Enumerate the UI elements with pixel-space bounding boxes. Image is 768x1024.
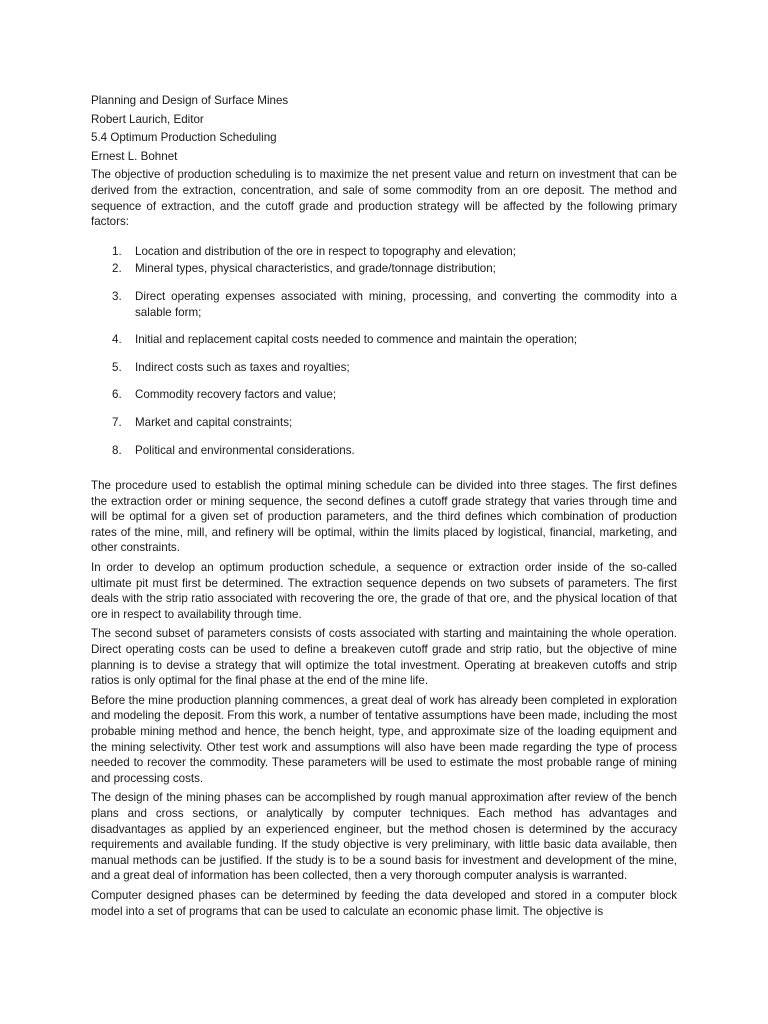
list-number: 7.: [112, 415, 122, 429]
document-page: [91, 93, 677, 923]
body-paragraph: The procedure used to establish the optimal mining schedule can be divided into three stages. The first defines the extraction order or mining sequence, the second defines a cutoff grade strategy that varies through time and will be optimal for a given set of production parameters, and the third defines which combination of production rates of the mine, mill, and refinery will be optimal, within the limits placed by logistical, financial, marketing, and other constraints.: [91, 479, 677, 555]
list-item-text: Market and capital constraints;: [135, 415, 293, 429]
list-item-text: Location and distribution of the ore in respect to topography and elevation;: [135, 244, 516, 258]
list-item: [91, 244, 677, 260]
section-heading: 5.4 Optimum Production Scheduling: [91, 131, 277, 145]
list-number: 6.: [112, 388, 122, 402]
list-number: 5.: [112, 360, 122, 374]
list-item-text: Mineral types, physical characteristics, and grade/tonnage distribution;: [135, 262, 496, 276]
list-item-text: Direct operating expenses associated with mining, processing, and converting the commodity into a salable form;: [135, 289, 677, 319]
list-item-text: Political and environmental considerations.: [135, 443, 355, 457]
list-item: [91, 360, 677, 376]
body-paragraph: The second subset of parameters consists of costs associated with starting and maintaining the whole operation. Direct operating costs can be used to define a breakeven cutoff grade and strip ratio, but the objective of mine planning is to devise a strategy that will optimize the total investment. Operating at breakeven cutoffs and strip ratios is only optimal for the final phase at the end of the mine life.: [91, 627, 677, 688]
list-number: 8.: [112, 443, 122, 457]
list-item: [91, 387, 677, 403]
body-paragraph: In order to develop an optimum production schedule, a sequence or extraction order inside of the so-called ultimate pit must first be determined. The extraction sequence depends on two subsets of parameters. The first deals with the strip ratio associated with recovering the ore, the grade of that ore, and the physical location of that ore in respect to availability through time.: [91, 561, 677, 621]
body-paragraph: The design of the mining phases can be accomplished by rough manual approximation after review of the bench plans and cross sections, or analytically by computer techniques. Each method has advantages and disadvantages as applied by an experienced engineer, but the method chosen is determined by the accuracy requirements and available funding. If the study objective is very preliminary, with little basic data available, then manual methods can be justified. If the study is to be a sound basis for investment and development of the mine, and a great deal of information has been collected, then a very thorough computer analysis is warranted.: [91, 791, 677, 883]
list-number: 2.: [112, 262, 122, 276]
list-item: [91, 415, 677, 431]
body-paragraph: Computer designed phases can be determined by feeding the data developed and stored in a computer block model into a set of programs that can be used to calculate an economic phase limit. The objective is: [91, 888, 677, 918]
author-line: Ernest L. Bohnet: [91, 149, 178, 163]
list-number: 4.: [112, 333, 122, 347]
factors-list: [91, 244, 677, 458]
book-title: Planning and Design of Surface Mines: [91, 94, 289, 107]
list-item: [91, 443, 677, 459]
editor-line: Robert Laurich, Editor: [91, 112, 204, 126]
list-number: 3.: [112, 289, 122, 303]
list-number: 1.: [112, 244, 122, 258]
list-item-text: Initial and replacement capital costs needed to commence and maintain the operation;: [135, 333, 578, 347]
list-item: [91, 332, 677, 348]
intro-paragraph: The objective of production scheduling is to maximize the net present value and return on investment that can be derived from the extraction, concentration, and sale of some commodity from an ore deposit. The method and sequence of extraction, and the cutoff grade and production strategy will be affected by the following primary factors:: [91, 168, 677, 229]
list-item-text: Indirect costs such as taxes and royalties;: [135, 360, 350, 374]
body-paragraph: Before the mine production planning commences, a great deal of work has already been completed in exploration and modeling the deposit. From this work, a number of tentative assumptions have been made, including the most probable mining method and hence, the bench height, type, and approximate size of the loading equipment and the mining selectivity. Other test work and assumptions will also have been made regarding the type of process needed to recover the commodity. These parameters will be used to estimate the most probable range of mining and processing costs.: [91, 693, 677, 785]
list-item: [91, 289, 677, 320]
list-item-text: Commodity recovery factors and value;: [135, 388, 337, 402]
list-item: [91, 261, 677, 277]
